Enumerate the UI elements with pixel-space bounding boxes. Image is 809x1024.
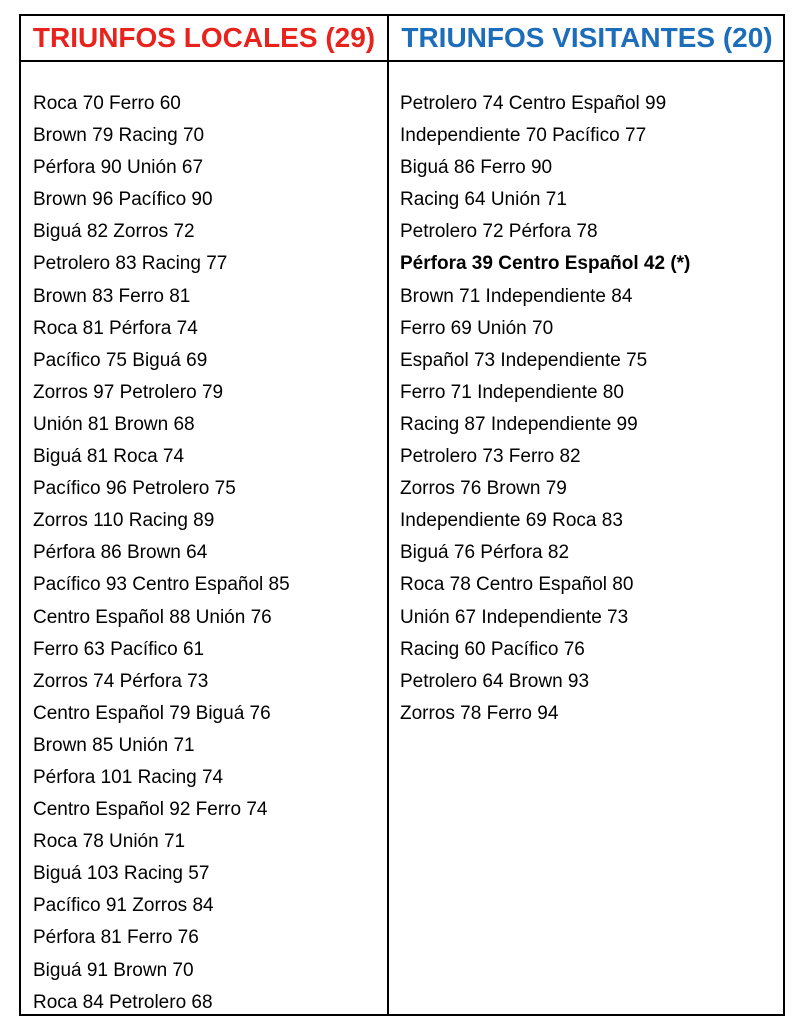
result-item: Unión 81 Brown 68: [33, 413, 195, 435]
result-item: Zorros 110 Racing 89: [33, 510, 215, 532]
result-item: Brown 85 Unión 71: [33, 734, 195, 756]
header-divider: [21, 60, 783, 62]
result-item: Biguá 91 Brown 70: [33, 959, 194, 981]
result-item: Unión 67 Independiente 73: [400, 606, 629, 628]
result-item: Pérfora 81 Ferro 76: [33, 927, 199, 949]
result-item: Pérfora 90 Unión 67: [33, 157, 204, 179]
result-item: Brown 83 Ferro 81: [33, 285, 191, 307]
result-item: Pérfora 101 Racing 74: [33, 766, 224, 788]
result-item: Petrolero 72 Pérfora 78: [400, 221, 598, 243]
result-item: Ferro 63 Pacífico 61: [33, 638, 205, 660]
result-item: Racing 64 Unión 71: [400, 189, 567, 211]
result-item: Pacífico 91 Zorros 84: [33, 895, 214, 917]
result-item: Centro Español 79 Biguá 76: [33, 702, 271, 724]
column-divider: [387, 16, 389, 1014]
result-item: Zorros 76 Brown 79: [400, 478, 567, 500]
result-item: Pérfora 39 Centro Español 42 (*): [400, 253, 691, 275]
result-item: Ferro 69 Unión 70: [400, 317, 554, 339]
result-item: Roca 84 Petrolero 68: [33, 991, 213, 1013]
result-item: Independiente 69 Roca 83: [400, 510, 623, 532]
result-item: Roca 78 Centro Español 80: [400, 574, 634, 596]
result-item: Biguá 76 Pérfora 82: [400, 542, 570, 564]
result-item: Petrolero 73 Ferro 82: [400, 446, 581, 468]
result-item: Centro Español 92 Ferro 74: [33, 799, 268, 821]
result-item: Pérfora 86 Brown 64: [33, 542, 208, 564]
local-wins-list: [33, 88, 383, 1019]
result-item: Racing 60 Pacífico 76: [400, 638, 585, 660]
result-item: Biguá 82 Zorros 72: [33, 221, 195, 243]
result-item: Ferro 71 Independiente 80: [400, 381, 624, 403]
result-item: Zorros 97 Petrolero 79: [33, 381, 224, 403]
result-item: Petrolero 83 Racing 77: [33, 253, 228, 275]
result-item: Biguá 81 Roca 74: [33, 446, 185, 468]
result-item: Roca 70 Ferro 60: [33, 93, 181, 114]
visitor-wins-header: TRIUNFOS VISITANTES (20): [401, 22, 773, 53]
result-item: Petrolero 74 Centro Español 99: [400, 93, 667, 114]
result-item: Zorros 74 Pérfora 73: [33, 670, 209, 692]
result-item: Pacífico 75 Biguá 69: [33, 349, 208, 371]
result-item: Español 73 Independiente 75: [400, 349, 648, 371]
result-item: Centro Español 88 Unión 76: [33, 606, 272, 628]
result-item: Roca 78 Unión 71: [33, 831, 186, 853]
result-item: Zorros 78 Ferro 94: [400, 702, 559, 724]
results-table: [19, 14, 785, 1016]
result-item: Brown 96 Pacífico 90: [33, 189, 213, 211]
result-item: Petrolero 64 Brown 93: [400, 670, 590, 692]
visitor-wins-list: [400, 88, 780, 730]
result-item: Brown 79 Racing 70: [33, 125, 205, 147]
result-item: Roca 81 Pérfora 74: [33, 317, 198, 339]
result-item: Pacífico 93 Centro Español 85: [33, 574, 290, 596]
result-item: Brown 71 Independiente 84: [400, 285, 633, 307]
result-item: Independiente 70 Pacífico 77: [400, 125, 647, 147]
result-item: Biguá 86 Ferro 90: [400, 157, 553, 179]
result-item: Biguá 103 Racing 57: [33, 863, 210, 885]
local-wins-header: TRIUNFOS LOCALES (29): [32, 22, 376, 53]
result-item: Pacífico 96 Petrolero 75: [33, 478, 236, 500]
result-item: Racing 87 Independiente 99: [400, 413, 638, 435]
